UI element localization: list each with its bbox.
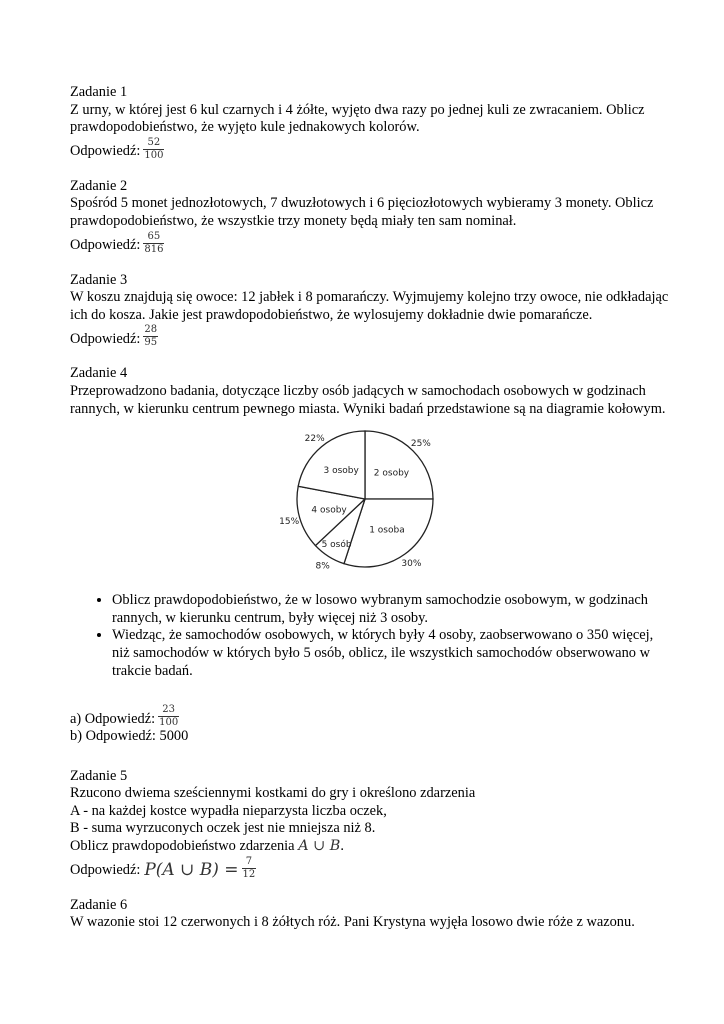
percent-label: 8% [315,561,330,572]
answer-fraction [143,325,158,348]
answer-fraction [242,857,257,880]
math-expression: P(A ∪ B) = [144,860,239,881]
answers [70,704,670,746]
fraction-numerator: 23 [162,704,176,716]
fraction-denominator: 12 [242,868,256,880]
task-1 [70,84,670,161]
document-page [70,84,670,949]
fraction-numerator: 28 [144,324,158,336]
task-text-line: A - na każdej kostce wypadła nieparzysta liczba oczek, [70,802,387,819]
answer-line-a [70,704,670,728]
fraction-denominator: 100 [159,717,179,729]
fraction-denominator: 816 [144,243,164,255]
slice-label: 4 osoby [311,505,347,516]
answer-label: Odpowiedź: [70,330,141,347]
fraction-denominator: 100 [144,149,164,161]
task-text: Z urny, w której jest 6 kul czarnych i 4 żółte, wyjęto dwa razy po jednej kuli ze zwracaniem. Oblicz prawdopodobieństwo, że wyjęto kule jednakowych kolorów. [70,101,645,136]
answer-label: Odpowiedź: [70,862,141,879]
answer-line [70,231,670,255]
task-title: Zadanie 2 [70,177,128,194]
answer-fraction [143,138,164,161]
slice-label: 1 osoba [369,525,405,536]
task-title: Zadanie 6 [70,896,128,913]
task-title: Zadanie 4 [70,365,128,382]
task-title: Zadanie 3 [70,271,128,288]
math-expression: A ∪ B [298,838,341,855]
task-text: Spośród 5 monet jednozłotowych, 7 dwuzłotowych i 6 pięciozłotowych wybieramy 3 monety. Oblicz prawdopodobieństwo, że wszystkie trzy monety będą miały ten sam nominał. [70,195,654,229]
task-text-line: B - suma wyrzuconych oczek jest nie mniejsza niż 8. [70,820,376,837]
question-item: • Oblicz prawdopodobieństwo, że w losowo wybranym samochodzie osobowym, w godzinach rannych, w kierunku centrum, były więcej niż 3 osoby. [112,592,670,627]
task-text: Przeprowadzono badania, dotyczące liczby osób jadących w samochodach osobowych w godzinach rannych, w kierunku centrum pewnego miasta. Wyniki badań przedstawione są na diagramie kołowym. [70,382,666,417]
pie-chart [279,424,450,574]
task-title: Zadanie 1 [70,84,128,100]
task-5 [70,768,670,880]
slice-label: 2 osoby [373,468,410,479]
question-list [70,592,670,680]
percent-label: 30% [401,559,422,570]
answer-label: Odpowiedź: [70,236,141,253]
task-3 [70,272,670,349]
answer-fraction [143,232,164,255]
sentence-end: . [340,838,344,855]
percent-label: 25% [410,439,431,450]
slice-label: 5 osób [321,539,352,550]
percent-label: 15% [279,517,300,528]
answer-label: Odpowiedź: [70,143,141,160]
task-4 [70,365,670,745]
task-title: Zadanie 5 [70,767,128,784]
answer-label: a) Odpowiedź: [70,710,156,727]
answer-fraction [158,705,179,728]
answer-line-b: b) Odpowiedź: 5000 [70,728,189,745]
task-6 [70,897,670,932]
task-text-line: Rzucono dwiema sześciennymi kostkami do gry i określono zdarzenia [70,785,476,802]
answer-line [70,856,670,880]
question-item: • Wiedząc, że samochodów osobowych, w których były 4 osoby, zaobserwowano o 350 więcej, niż samochodów w których było 5 osób, oblicz, ile wszystkich samochodów obserwowano w trakcie badań. [112,627,670,680]
percent-label: 22% [304,434,325,445]
answer-line [70,137,670,161]
fraction-numerator: 65 [147,230,161,242]
answer-line [70,324,670,348]
task-text: W wazonie stoi 12 czerwonych i 8 żółtych róż. Pani Krystyna wyjęła losowo dwie róże z wazonu. [70,914,635,931]
slice-label: 3 osoby [323,466,359,477]
fraction-numerator: 52 [147,136,161,148]
fraction-denominator: 95 [144,337,158,349]
task-text: Oblicz prawdopodobieństwo zdarzenia [70,838,295,855]
task-2 [70,178,670,255]
pie-chart-svg [279,424,450,574]
task-text-line [70,838,670,856]
task-text: W koszu znajdują się owoce: 12 jabłek i 8 pomarańczy. Wyjmujemy kolejno trzy owoce, nie odkładając ich do kosza. Jakie jest prawdopodobieństwo, że wylosujemy dokładnie dwie pomarańcze. [70,289,669,323]
fraction-numerator: 7 [245,855,253,867]
